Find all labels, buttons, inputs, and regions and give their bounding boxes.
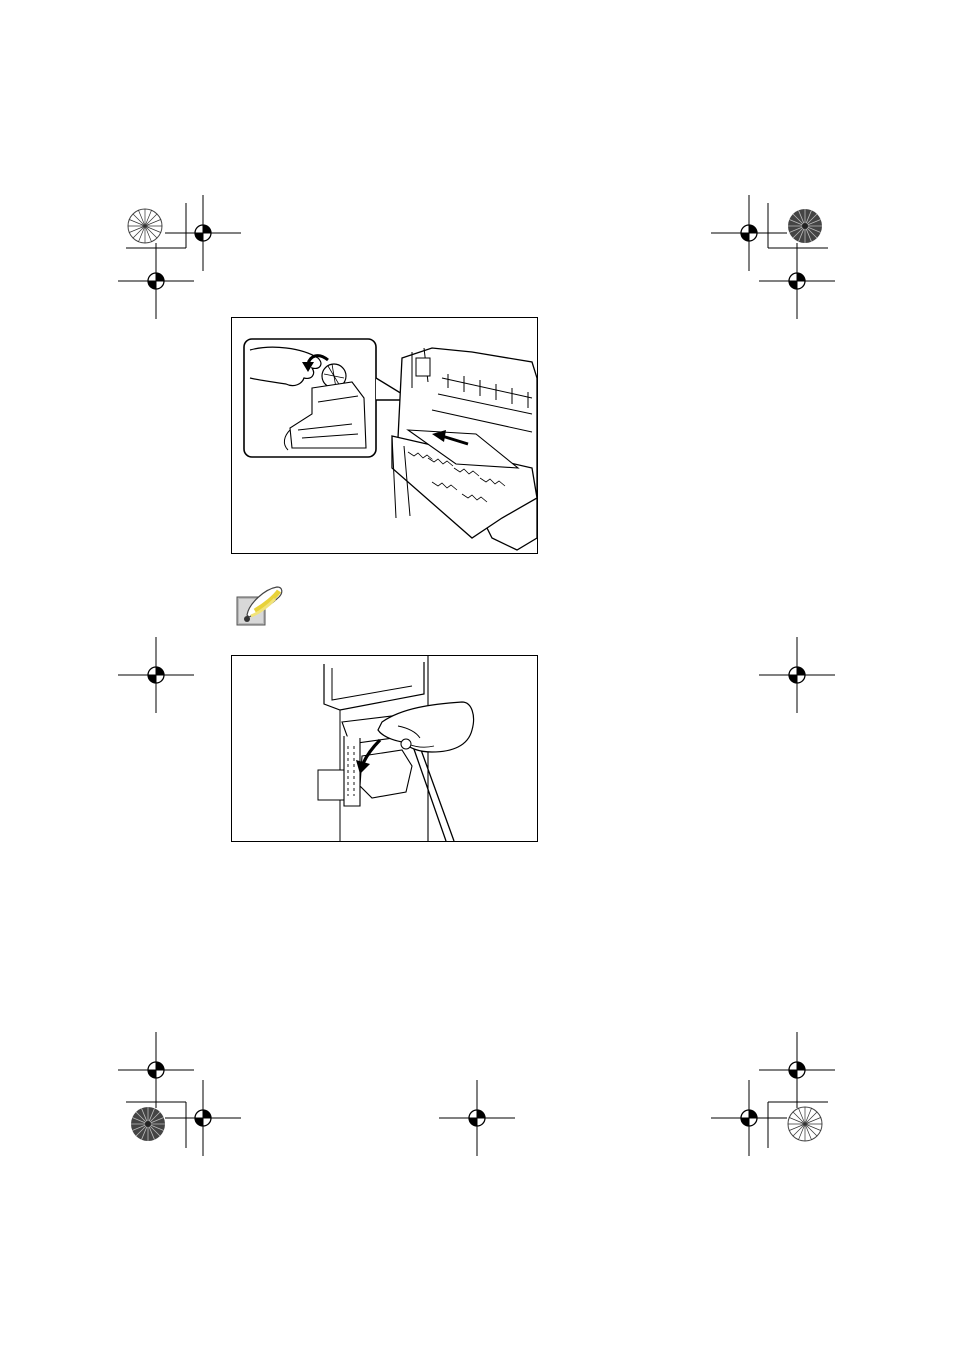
figure-lever-release <box>231 655 538 842</box>
printer-body <box>392 348 537 550</box>
registration-mark-mid-left <box>118 637 194 713</box>
registration-mark-bottom-center <box>439 1080 515 1156</box>
note-pencil-icon <box>235 585 285 627</box>
registration-mark-bottom-left-h <box>165 1080 241 1156</box>
registration-mark-top-left-h <box>165 195 241 271</box>
color-bar-top-left <box>128 209 162 243</box>
registration-mark-mid-right <box>759 637 835 713</box>
color-bar-top-right <box>788 209 822 243</box>
hand <box>378 702 474 752</box>
color-bar-bottom-left <box>131 1107 165 1141</box>
registration-mark-bottom-right-v <box>759 1032 835 1108</box>
registration-mark-top-left-v <box>118 243 194 319</box>
registration-mark-top-right-h <box>711 195 787 271</box>
inset-detail <box>244 339 412 457</box>
color-bar-bottom-right <box>788 1107 822 1141</box>
registration-mark-bottom-right-h <box>711 1080 787 1156</box>
registration-mark-top-right-v <box>759 243 835 319</box>
figure-printer-interior <box>231 317 538 554</box>
registration-mark-bottom-left-v <box>118 1032 194 1108</box>
